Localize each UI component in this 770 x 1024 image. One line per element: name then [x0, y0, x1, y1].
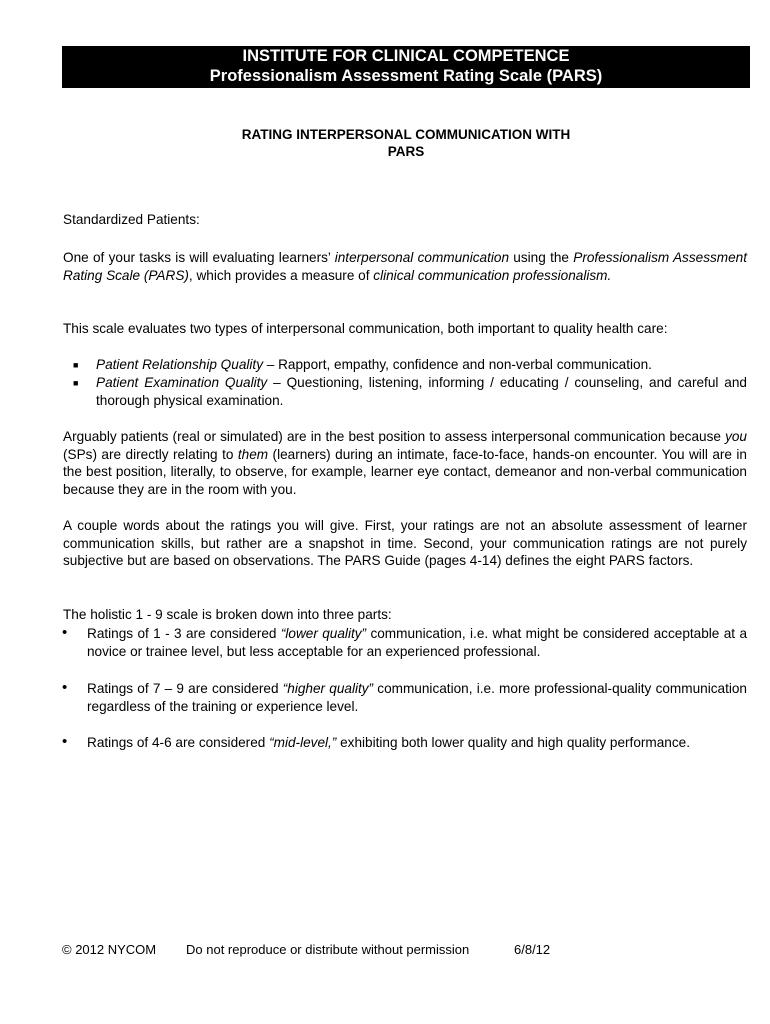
bullet-square-icon: ■ — [73, 378, 79, 388]
bullet-dot-icon: • — [62, 679, 68, 696]
list-item: Patient Relationship Quality – Rapport, empathy, confidence and non-verbal communication. — [96, 357, 652, 372]
header-banner — [62, 46, 750, 88]
scale-intro: This scale evaluates two types of interpersonal communication, both important to quality health care: — [63, 321, 668, 336]
bullet-dot-icon: • — [62, 733, 68, 750]
title-line-1: RATING INTERPERSONAL COMMUNICATION WITH — [241, 127, 571, 142]
footer-copyright: © 2012 NYCOM — [62, 942, 157, 957]
list-item: Ratings of 1 - 3 are considered “lower quality” communication, i.e. what might be considered acceptable at a novice or trainee level, but less acceptable for an experienced professional. — [87, 626, 748, 659]
bullet-dot-icon: • — [62, 624, 68, 641]
intro-paragraph: One of your tasks is will evaluating learners’ interpersonal communication using the Professionalism Assessment Rating Scale (PARS), which provides a measure of clinical communication professionalism. — [63, 250, 748, 283]
salutation: Standardized Patients: — [63, 212, 200, 227]
page-title — [62, 126, 750, 160]
title-line-2: PARS — [387, 144, 425, 159]
footer-date: 6/8/12 — [514, 942, 551, 957]
argument-paragraph: Arguably patients (real or simulated) are in the best position to assess interpersonal communication because you (SPs) are directly relating to them (learners) during an intimate, face-to-face, hands-on encounter. You will are in the best position, literally, to observe, for example, learner eye contact, demeanor and non-verbal communication because they are in the room with you. — [63, 429, 747, 497]
list-item: Ratings of 4-6 are considered “mid-level,” exhibiting both lower quality and high quality performance. — [87, 735, 690, 750]
footer-notice: Do not reproduce or distribute without permission — [186, 942, 470, 957]
scale-name: Professionalism Assessment Rating Scale (PARS) — [209, 67, 603, 85]
bullet-square-icon: ■ — [73, 360, 79, 370]
institute-name: INSTITUTE FOR CLINICAL COMPETENCE — [242, 47, 570, 65]
ratings-note-paragraph: A couple words about the ratings you will give. First, your ratings are not an absolute assessment of learner communication skills, but rather are a snapshot in time. Second, your communication ratings are not purely subjective but are based on observations. The PARS Guide (pages 4-14) defines the eight PARS factors. — [63, 518, 747, 569]
holistic-intro: The holistic 1 - 9 scale is broken down into three parts: — [63, 607, 392, 622]
list-item: Patient Examination Quality – Questioning, listening, informing / educating / counseling, and careful and thorough physical examination. — [96, 375, 747, 408]
list-item: Ratings of 7 – 9 are considered “higher quality” communication, i.e. more professional-quality communication regardless of the training or experience level. — [87, 681, 747, 714]
